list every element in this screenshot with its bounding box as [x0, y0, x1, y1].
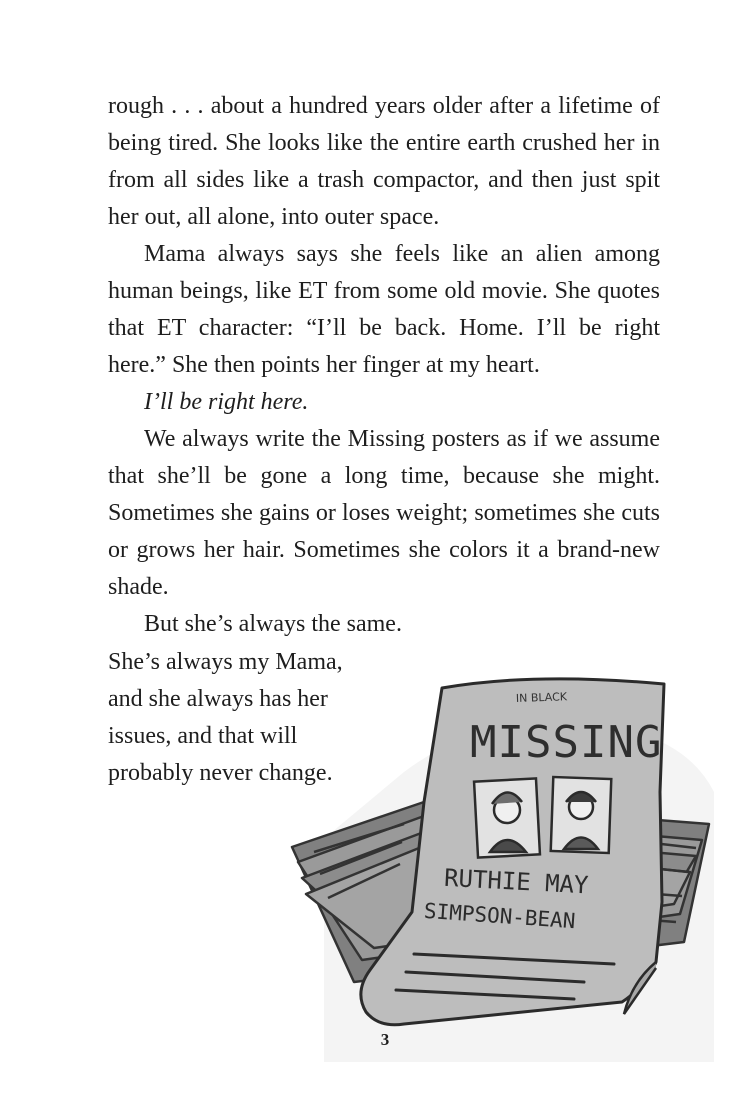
poster-top-text: IN BLACK	[515, 690, 568, 705]
paragraph-4: We always write the Missing posters as if we assume that she’ll be gone a long time, because she might. Sometimes she gains or loses weight; sometimes she cuts or grows her hair. Sometimes she colors it a brand-new shade.	[108, 426, 660, 600]
poster-name-line2: SIMPSON-BEAN	[423, 898, 577, 934]
missing-poster-illustration	[284, 652, 714, 1062]
page-number: 3	[380, 1030, 390, 1049]
poster-title: MISSING	[470, 717, 663, 768]
poster-name-line1: RUTHIE MAY	[443, 863, 590, 900]
paragraph-2: Mama always says she feels like an alien among human beings, like ET from some old movie. She quotes that ET character: “I’ll be back. Home. I’ll be right here.” She then points her finger at my heart.	[108, 241, 660, 378]
wrap-line-1: She’s always my Mama,	[108, 649, 343, 675]
photo-right	[551, 777, 612, 853]
photo-left	[474, 778, 540, 857]
wrap-line-2: and she always has her	[108, 686, 328, 712]
paragraph-5: But she’s always the same.	[144, 611, 402, 637]
wrap-line-3: issues, and that will	[108, 723, 298, 749]
body-text	[108, 88, 660, 643]
wrap-line-4: probably never change.	[108, 760, 333, 786]
paragraph-1: rough . . . about a hundred years older after a lifetime of being tired. She looks like the entire earth crushed her in from all sides like a trash compactor, and then just spit her out, all alone, into outer space.	[108, 93, 660, 230]
paragraph-3-italic: I’ll be right here.	[144, 389, 309, 415]
